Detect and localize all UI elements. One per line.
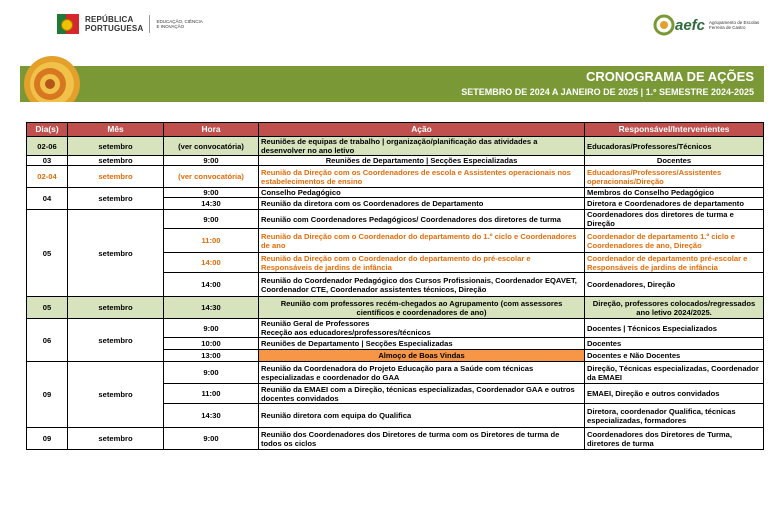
cell-mes: setembro	[68, 166, 164, 188]
cell-resp: Membros do Conselho Pedagógico	[585, 188, 764, 198]
col-mes: Mês	[68, 123, 164, 137]
aefc-emblem-icon	[653, 14, 675, 36]
cell-acao: Reunião com professores recém-chegados ao Agrupamento (com assessores científicos e coordenadores de ano)	[259, 297, 585, 319]
swirl-decoration-icon	[20, 54, 96, 102]
table-row	[27, 210, 764, 229]
cell-hora: 9:00	[164, 428, 259, 450]
cell-acao: Reuniões de equipas de trabalho | organização/planificação das atividades a desenvolver no ano letivo	[259, 137, 585, 156]
cell-acao: Reunião da diretora com os Coordenadores de Departamento	[259, 198, 585, 210]
cell-resp: EMAEI, Direção e outros convidados	[585, 384, 764, 404]
table-row	[27, 319, 764, 338]
cell-hora: 9:00	[164, 188, 259, 198]
cell-hora: 9:00	[164, 210, 259, 229]
cell-resp: Educadoras/Professores/Assistentes operacionais/Direção	[585, 166, 764, 188]
cell-mes: setembro	[68, 137, 164, 156]
cell-mes: setembro	[68, 319, 164, 362]
cell-hora: 14:00	[164, 253, 259, 273]
cell-resp: Diretora, coordenador Qualifica, técnicas especializadas, formadores	[585, 404, 764, 428]
republica-portuguesa-logo	[57, 14, 203, 34]
cell-resp: Diretora e Coordenadores de departamento	[585, 198, 764, 210]
cell-acao: Reunião do Coordenador Pedagógico dos Cursos Profissionais, Coordenador EQAVET, Coordenador CTE, Coordenador assistentes técnicos, Direção	[259, 273, 585, 297]
cell-dia: 05	[27, 297, 68, 319]
cell-dia: 06	[27, 319, 68, 362]
cell-acao: Reuniões de Departamento | Secções Especializadas	[259, 156, 585, 166]
cell-dia: 09	[27, 428, 68, 450]
cell-resp: Docentes	[585, 156, 764, 166]
cell-acao: Reunião com Coordenadores Pedagógicos/ Coordenadores dos diretores de turma	[259, 210, 585, 229]
col-dia: Dia(s)	[27, 123, 68, 137]
table-row	[27, 156, 764, 166]
cell-hora: 14:30	[164, 297, 259, 319]
cell-mes: setembro	[68, 362, 164, 428]
cell-hora: 11:00	[164, 384, 259, 404]
cell-acao: Reunião da Direção com os Coordenadores de escola e Assistentes operacionais nos estabelecimentos de ensino	[259, 166, 585, 188]
cell-hora: (ver convocatória)	[164, 137, 259, 156]
cell-acao: Reunião da Direção com o Coordenador do departamento do 1.º ciclo e Coordenadores de ano	[259, 229, 585, 253]
cell-resp: Docentes e Não Docentes	[585, 350, 764, 362]
cell-resp: Coordenadores dos diretores de turma e Direção	[585, 210, 764, 229]
cell-hora: 14:00	[164, 273, 259, 297]
cell-mes: setembro	[68, 188, 164, 210]
cell-resp: Direção, professores colocados/regressados ano letivo 2024/2025.	[585, 297, 764, 319]
cell-resp: Coordenador de departamento 1.º ciclo e Coordenadores de ano, Direção	[585, 229, 764, 253]
col-acao: Ação	[259, 123, 585, 137]
cell-hora: 14:30	[164, 198, 259, 210]
cell-resp: Docentes	[585, 338, 764, 350]
table-row	[27, 166, 764, 188]
cell-acao: Reunião Geral de Professores Receção aos educadores/professores/técnicos	[259, 319, 585, 338]
cell-acao: Reunião dos Coordenadores dos Diretores de turma com os Diretores de turma de todos os ciclos	[259, 428, 585, 450]
cell-hora: 13:00	[164, 350, 259, 362]
cell-mes: setembro	[68, 210, 164, 297]
cell-hora: 11:00	[164, 229, 259, 253]
logo-line1: REPÚBLICA	[85, 15, 134, 24]
ministry-line2: E INOVAÇÃO	[156, 24, 185, 29]
portugal-flag-icon	[57, 14, 79, 34]
cell-resp: Docentes | Técnicos Especializados	[585, 319, 764, 338]
page-title: CRONOGRAMA DE AÇÕES	[585, 69, 754, 84]
cell-resp: Coordenador de departamento pré-escolar e Responsáveis de jardins de infância	[585, 253, 764, 273]
cell-dia: 09	[27, 362, 68, 428]
table-row	[27, 428, 764, 450]
table-row	[27, 297, 764, 319]
cell-mes: setembro	[68, 297, 164, 319]
cell-hora: 9:00	[164, 319, 259, 338]
cell-hora: 9:00	[164, 156, 259, 166]
table-header-row	[27, 123, 764, 137]
cell-acao-almoco: Almoço de Boas Vindas	[259, 350, 585, 362]
cell-dia: 04	[27, 188, 68, 210]
table-row	[27, 362, 764, 384]
cell-hora: 10:00	[164, 338, 259, 350]
title-banner	[20, 66, 764, 102]
col-hora: Hora	[164, 123, 259, 137]
cell-acao: Conselho Pedagógico	[259, 188, 585, 198]
cell-dia: 03	[27, 156, 68, 166]
cell-acao: Reunião da Direção com o Coordenador do departamento do pré-escolar e Responsáveis de jardins de infância	[259, 253, 585, 273]
cell-hora: 9:00	[164, 362, 259, 384]
cell-resp: Educadoras/Professores/Técnicos	[585, 137, 764, 156]
col-resp: Responsável/Intervenientes	[585, 123, 764, 137]
aefc-mark: aefc	[675, 16, 706, 34]
table-row	[27, 137, 764, 156]
aefc-sub1: Agrupamento de Escolas	[709, 19, 760, 25]
cell-resp: Coordenadores dos Diretores de Turma, diretores de turma	[585, 428, 764, 450]
cell-mes: setembro	[68, 428, 164, 450]
cell-acao: Reunião da Coordenadora do Projeto Educação para a Saúde com técnicas especializadas e coordenador do GAA	[259, 362, 585, 384]
cell-acao: Reunião diretora com equipa do Qualifica	[259, 404, 585, 428]
ministry-line1: EDUCAÇÃO, CIÊNCIA	[156, 18, 203, 24]
cell-hora: 14:30	[164, 404, 259, 428]
cell-dia: 02-04	[27, 166, 68, 188]
cell-dia: 05	[27, 210, 68, 297]
schedule-table	[26, 122, 764, 450]
aefc-sub2: Ferreira de Castro	[709, 25, 746, 30]
cell-acao: Reunião da EMAEI com a Direção, técnicas especializadas, Coordenador GAA e outros docentes convidados	[259, 384, 585, 404]
cell-acao: Reuniões de Departamento | Secções Especializadas	[259, 338, 585, 350]
cell-resp: Direção, Técnicas especializadas, Coordenador da EMAEI	[585, 362, 764, 384]
logo-line2: PORTUGUESA	[85, 24, 144, 33]
table-row	[27, 188, 764, 198]
cell-dia: 02-06	[27, 137, 68, 156]
aefc-logo	[653, 14, 759, 36]
cell-mes: setembro	[68, 156, 164, 166]
cell-hora: (ver convocatória)	[164, 166, 259, 188]
page-subtitle: SETEMBRO DE 2024 A JANEIRO DE 2025 | 1.º SEMESTRE 2024-2025	[461, 87, 754, 97]
cell-resp: Coordenadores, Direção	[585, 273, 764, 297]
